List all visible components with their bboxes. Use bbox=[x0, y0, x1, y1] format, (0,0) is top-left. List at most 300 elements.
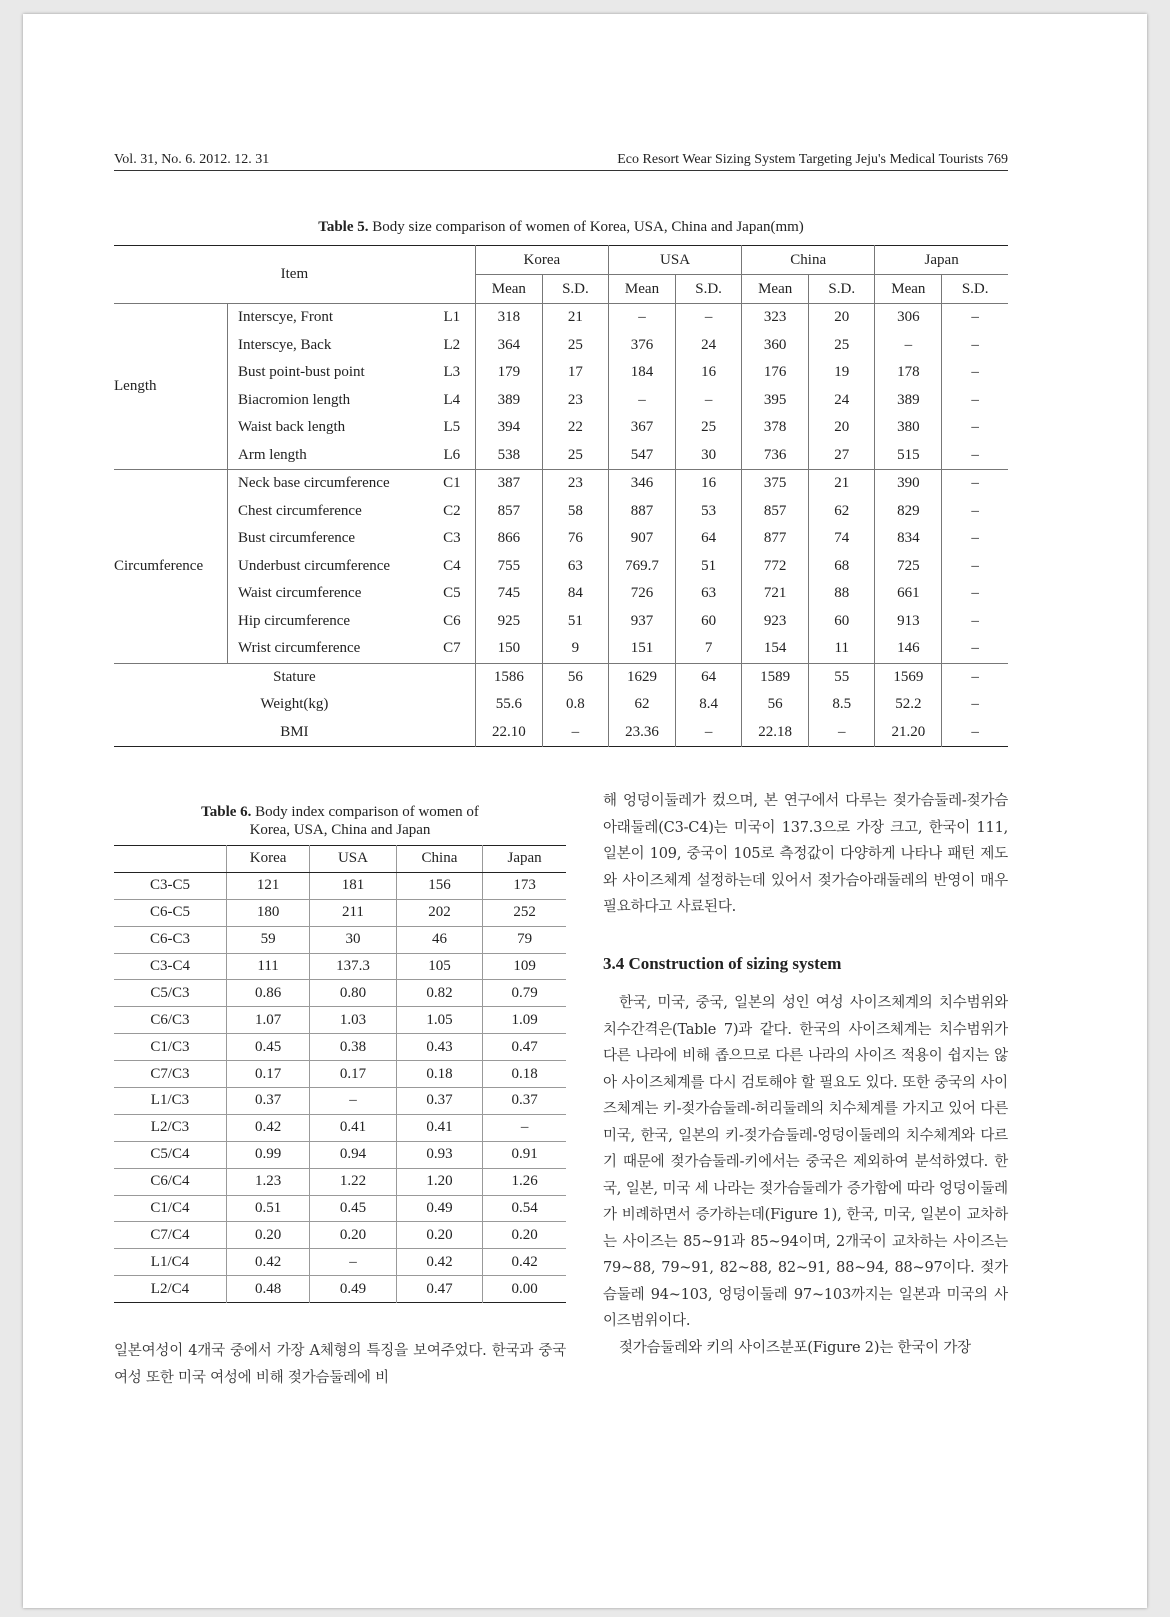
table-cell: 0.37 bbox=[396, 1088, 483, 1115]
table-cell: 0.41 bbox=[310, 1114, 397, 1141]
group-label: Circumference bbox=[114, 470, 228, 664]
table-cell: 1586 bbox=[475, 663, 542, 691]
table-cell: 0.38 bbox=[310, 1034, 397, 1061]
table-cell: 323 bbox=[742, 304, 809, 332]
table-cell: 22.10 bbox=[475, 719, 542, 747]
table-cell: 0.00 bbox=[483, 1276, 566, 1303]
table-cell: 202 bbox=[396, 899, 483, 926]
table-cell: 887 bbox=[608, 498, 675, 526]
table-cell: 154 bbox=[742, 635, 809, 663]
table-cell: 84 bbox=[542, 580, 608, 608]
table-cell: 22.18 bbox=[742, 719, 809, 747]
table-cell: 1.23 bbox=[226, 1168, 309, 1195]
measurement-code: C7 bbox=[443, 640, 461, 657]
table-cell: 58 bbox=[542, 498, 608, 526]
table-cell: 937 bbox=[608, 608, 675, 636]
table-cell: 1629 bbox=[608, 663, 675, 691]
table-cell: 913 bbox=[875, 608, 942, 636]
table-cell: 721 bbox=[742, 580, 809, 608]
table-cell: 156 bbox=[396, 872, 483, 899]
measurement-code: C5 bbox=[443, 585, 461, 602]
table-cell: – bbox=[608, 304, 675, 332]
measurement-code: L2 bbox=[443, 336, 461, 353]
table-cell: 0.42 bbox=[483, 1249, 566, 1276]
left-column-body bbox=[114, 1338, 566, 1391]
table-cell: 1.22 bbox=[310, 1168, 397, 1195]
table6-caption-line2: Korea, USA, China and Japan bbox=[249, 822, 431, 838]
table-cell: 389 bbox=[875, 387, 942, 415]
table-row bbox=[114, 663, 1008, 691]
table-cell: 111 bbox=[226, 953, 309, 980]
table-cell: 0.48 bbox=[226, 1276, 309, 1303]
table-cell: 20 bbox=[809, 304, 875, 332]
table-cell: 923 bbox=[742, 608, 809, 636]
table-cell: – bbox=[875, 332, 942, 360]
table-cell: 180 bbox=[226, 899, 309, 926]
table-cell: 0.20 bbox=[483, 1222, 566, 1249]
table-cell: 17 bbox=[542, 359, 608, 387]
table-cell: 52.2 bbox=[875, 691, 942, 719]
table-cell: 389 bbox=[475, 387, 542, 415]
mean-header: Mean bbox=[742, 275, 809, 304]
table-cell: 0.42 bbox=[226, 1114, 309, 1141]
table-cell: 63 bbox=[676, 580, 742, 608]
table-cell: 0.17 bbox=[226, 1061, 309, 1088]
table-row bbox=[114, 414, 1008, 442]
table-row bbox=[114, 1168, 566, 1195]
table-cell: 1.07 bbox=[226, 1007, 309, 1034]
journal-volume: Vol. 31, No. 6. 2012. 12. 31 bbox=[114, 152, 270, 167]
table-cell: 661 bbox=[875, 580, 942, 608]
measurement-name: Underbust circumference bbox=[228, 553, 429, 581]
table-cell: 736 bbox=[742, 442, 809, 470]
table5-caption-text: Body size comparison of women of Korea, USA, China and Japan(mm) bbox=[368, 219, 804, 235]
country-header: Korea bbox=[475, 246, 608, 275]
table-cell: 0.49 bbox=[310, 1276, 397, 1303]
table-cell: 834 bbox=[875, 525, 942, 553]
table-cell: 0.41 bbox=[396, 1114, 483, 1141]
table-cell: 16 bbox=[676, 470, 742, 498]
table-cell: – bbox=[942, 719, 1008, 747]
table-row bbox=[114, 691, 1008, 719]
table-cell: 9 bbox=[542, 635, 608, 663]
measurement-code: L6 bbox=[443, 446, 461, 463]
table-cell: 1.03 bbox=[310, 1007, 397, 1034]
measurement-name: Waist back length bbox=[228, 414, 429, 442]
table-cell: 0.47 bbox=[483, 1034, 566, 1061]
table-row bbox=[114, 1195, 566, 1222]
table-cell: 19 bbox=[809, 359, 875, 387]
table-cell: 20 bbox=[809, 414, 875, 442]
table-cell: 547 bbox=[608, 442, 675, 470]
country-header: USA bbox=[608, 246, 741, 275]
table-cell: 51 bbox=[676, 553, 742, 581]
table-cell: – bbox=[942, 635, 1008, 663]
table-cell: 109 bbox=[483, 953, 566, 980]
table-row bbox=[114, 470, 1008, 498]
index-label: C6-C3 bbox=[114, 926, 226, 953]
table-cell: 0.8 bbox=[542, 691, 608, 719]
measurement-name: Hip circumference bbox=[228, 608, 429, 636]
measurement-name: Biacromion length bbox=[228, 387, 429, 415]
table-cell: 23 bbox=[542, 470, 608, 498]
table-cell: 211 bbox=[310, 899, 397, 926]
table-cell: – bbox=[676, 719, 742, 747]
mean-header: Mean bbox=[475, 275, 542, 304]
table-cell: 1569 bbox=[875, 663, 942, 691]
column-header: China bbox=[396, 846, 483, 873]
table-cell: 0.45 bbox=[226, 1034, 309, 1061]
table-cell: 60 bbox=[809, 608, 875, 636]
table-cell: 21 bbox=[542, 304, 608, 332]
table-cell: 25 bbox=[542, 332, 608, 360]
table-cell: 8.4 bbox=[676, 691, 742, 719]
index-label: L2/C3 bbox=[114, 1114, 226, 1141]
table-cell: 907 bbox=[608, 525, 675, 553]
table-cell: – bbox=[676, 387, 742, 415]
table-cell: 1.26 bbox=[483, 1168, 566, 1195]
table-cell: 23 bbox=[542, 387, 608, 415]
table-row bbox=[114, 580, 1008, 608]
table-cell: 137.3 bbox=[310, 953, 397, 980]
running-title: Eco Resort Wear Sizing System Targeting Jeju's Medical Tourists 769 bbox=[617, 152, 1008, 167]
table-row bbox=[114, 1276, 566, 1303]
table-cell: 176 bbox=[742, 359, 809, 387]
sd-header: S.D. bbox=[542, 275, 608, 304]
table-cell: 364 bbox=[475, 332, 542, 360]
table-cell: 46 bbox=[396, 926, 483, 953]
table-cell: 0.79 bbox=[483, 980, 566, 1007]
measurement-name: Bust circumference bbox=[228, 525, 429, 553]
table-cell: 866 bbox=[475, 525, 542, 553]
table-cell: 25 bbox=[542, 442, 608, 470]
paragraph-continued: 해 엉덩이둘레가 컸으며, 본 연구에서 다루는 젖가슴둘레-젖가슴아래둘레(C3-C4)는 미국이 137.3으로 가장 크고, 한국이 111, 일본이 109, 중국이 105로 측정값이 다양하게 나타나 패턴 제도와 사이즈체계 설정하는데 있어서 젖가슴아래둘레의 반영이 매우 필요하다고 사료된다. bbox=[603, 793, 1008, 915]
paragraph-size-distribution: 젖가슴둘레와 키의 사이즈분포(Figure 2)는 한국이 가장 bbox=[619, 1339, 971, 1356]
table-cell: 60 bbox=[676, 608, 742, 636]
table-row bbox=[114, 1114, 566, 1141]
index-label: C3-C5 bbox=[114, 872, 226, 899]
table-row bbox=[114, 872, 566, 899]
table-cell: 0.43 bbox=[396, 1034, 483, 1061]
index-label: L1/C4 bbox=[114, 1249, 226, 1276]
table-cell: 387 bbox=[475, 470, 542, 498]
table-cell: 0.99 bbox=[226, 1141, 309, 1168]
table-cell: 376 bbox=[608, 332, 675, 360]
measurement-name: Wrist circumference bbox=[228, 635, 429, 663]
table-row bbox=[114, 553, 1008, 581]
table-cell: 1.09 bbox=[483, 1007, 566, 1034]
table-cell: 30 bbox=[676, 442, 742, 470]
table-cell: 1.05 bbox=[396, 1007, 483, 1034]
table-cell: 7 bbox=[676, 635, 742, 663]
table-cell: 105 bbox=[396, 953, 483, 980]
table-cell: 11 bbox=[809, 635, 875, 663]
index-label: C6-C5 bbox=[114, 899, 226, 926]
table6-caption-line1: Body index comparison of women of bbox=[251, 804, 479, 820]
table-cell: 0.49 bbox=[396, 1195, 483, 1222]
table-cell: 25 bbox=[809, 332, 875, 360]
sd-header: S.D. bbox=[942, 275, 1008, 304]
table-cell: 755 bbox=[475, 553, 542, 581]
table-cell: 0.94 bbox=[310, 1141, 397, 1168]
table-cell: 925 bbox=[475, 608, 542, 636]
table-cell: 0.20 bbox=[226, 1222, 309, 1249]
table-cell: 745 bbox=[475, 580, 542, 608]
table-cell: 306 bbox=[875, 304, 942, 332]
paragraph-left-bottom: 일본여성이 4개국 중에서 가장 A체형의 특징을 보여주었다. 한국과 중국 여성 또한 미국 여성에 비해 젖가슴둘레에 비 bbox=[114, 1343, 566, 1386]
table-row bbox=[114, 1061, 566, 1088]
table-cell: 0.37 bbox=[226, 1088, 309, 1115]
table-cell: 0.42 bbox=[396, 1249, 483, 1276]
table-cell: – bbox=[310, 1249, 397, 1276]
table-cell: – bbox=[942, 470, 1008, 498]
table-cell: 726 bbox=[608, 580, 675, 608]
index-label: L1/C3 bbox=[114, 1088, 226, 1115]
table-cell: 25 bbox=[676, 414, 742, 442]
table-cell: 62 bbox=[608, 691, 675, 719]
table-cell: – bbox=[809, 719, 875, 747]
table-row bbox=[114, 1088, 566, 1115]
table-cell: 725 bbox=[875, 553, 942, 581]
table-cell: 30 bbox=[310, 926, 397, 953]
table-cell: – bbox=[942, 691, 1008, 719]
table-row bbox=[114, 635, 1008, 663]
table-cell: – bbox=[942, 332, 1008, 360]
table-cell: – bbox=[608, 387, 675, 415]
mean-header: Mean bbox=[608, 275, 675, 304]
column-header: Korea bbox=[226, 846, 309, 873]
table-cell: 857 bbox=[742, 498, 809, 526]
table-row bbox=[114, 1222, 566, 1249]
table-cell: 0.93 bbox=[396, 1141, 483, 1168]
table6-caption bbox=[114, 803, 566, 839]
table-cell: 829 bbox=[875, 498, 942, 526]
table-cell: 0.80 bbox=[310, 980, 397, 1007]
country-header: Japan bbox=[875, 246, 1008, 275]
table-cell: 252 bbox=[483, 899, 566, 926]
table-cell: – bbox=[942, 663, 1008, 691]
mean-header: Mean bbox=[875, 275, 942, 304]
table-cell: 173 bbox=[483, 872, 566, 899]
table-cell: 56 bbox=[742, 691, 809, 719]
column-header: Japan bbox=[483, 846, 566, 873]
table-cell: – bbox=[942, 359, 1008, 387]
sd-header: S.D. bbox=[676, 275, 742, 304]
table-row bbox=[114, 498, 1008, 526]
table-cell: – bbox=[942, 442, 1008, 470]
right-column-body bbox=[603, 990, 1008, 1361]
column-header bbox=[114, 846, 226, 873]
table-cell: 877 bbox=[742, 525, 809, 553]
table-cell: 178 bbox=[875, 359, 942, 387]
table-row bbox=[114, 525, 1008, 553]
table-cell: – bbox=[483, 1114, 566, 1141]
table-cell: 0.47 bbox=[396, 1276, 483, 1303]
section-title: 3.4 Construction of sizing system bbox=[603, 954, 842, 973]
index-label: C6/C4 bbox=[114, 1168, 226, 1195]
table-row bbox=[114, 387, 1008, 415]
table-cell: 318 bbox=[475, 304, 542, 332]
item-header: Item bbox=[280, 266, 309, 282]
table-cell: 150 bbox=[475, 635, 542, 663]
table-cell: 1589 bbox=[742, 663, 809, 691]
table-cell: 0.20 bbox=[310, 1222, 397, 1249]
table-cell: – bbox=[542, 719, 608, 747]
measurement-name: Arm length bbox=[228, 442, 429, 470]
table5-label: Table 5. bbox=[318, 219, 369, 235]
table-cell: 24 bbox=[809, 387, 875, 415]
table-cell: – bbox=[310, 1088, 397, 1115]
table-cell: – bbox=[942, 553, 1008, 581]
table-cell: 0.51 bbox=[226, 1195, 309, 1222]
measurement-name: Chest circumference bbox=[228, 498, 429, 526]
table-row bbox=[114, 980, 566, 1007]
table-cell: – bbox=[942, 608, 1008, 636]
measurement-code: L3 bbox=[443, 364, 461, 381]
measurement-name: Interscye, Front bbox=[228, 304, 429, 332]
table-cell: 395 bbox=[742, 387, 809, 415]
table-cell: 0.91 bbox=[483, 1141, 566, 1168]
table-row bbox=[114, 442, 1008, 470]
table-cell: 55 bbox=[809, 663, 875, 691]
country-header: China bbox=[742, 246, 875, 275]
table-cell: 16 bbox=[676, 359, 742, 387]
table-cell: 8.5 bbox=[809, 691, 875, 719]
table6-label: Table 6. bbox=[201, 804, 252, 820]
table-cell: – bbox=[942, 580, 1008, 608]
table-cell: 88 bbox=[809, 580, 875, 608]
table-cell: 24 bbox=[676, 332, 742, 360]
table-cell: 772 bbox=[742, 553, 809, 581]
measurement-code: L4 bbox=[443, 391, 461, 408]
table-row bbox=[114, 1007, 566, 1034]
measurement-name: Waist circumference bbox=[228, 580, 429, 608]
table-cell: – bbox=[942, 414, 1008, 442]
index-label: C5/C4 bbox=[114, 1141, 226, 1168]
measurement-code: L5 bbox=[443, 419, 461, 436]
table-row bbox=[114, 926, 566, 953]
table-cell: 538 bbox=[475, 442, 542, 470]
measurement-code: C4 bbox=[443, 557, 461, 574]
table-cell: 0.18 bbox=[396, 1061, 483, 1088]
index-label: C3-C4 bbox=[114, 953, 226, 980]
table-row bbox=[114, 1141, 566, 1168]
index-label: C5/C3 bbox=[114, 980, 226, 1007]
table6-header-row bbox=[114, 846, 566, 873]
table-cell: – bbox=[942, 525, 1008, 553]
measurement-code: C3 bbox=[443, 530, 461, 547]
group-label: Length bbox=[114, 304, 228, 470]
page-header bbox=[114, 150, 1008, 171]
measurement-code: L1 bbox=[429, 304, 475, 332]
table-cell: 360 bbox=[742, 332, 809, 360]
table-cell: – bbox=[942, 387, 1008, 415]
measurement-name: Bust point-bust point bbox=[228, 359, 429, 387]
table-cell: 0.17 bbox=[310, 1061, 397, 1088]
table-cell: 23.36 bbox=[608, 719, 675, 747]
table-cell: 0.20 bbox=[396, 1222, 483, 1249]
table-cell: 64 bbox=[676, 663, 742, 691]
table-cell: 0.54 bbox=[483, 1195, 566, 1222]
table-cell: 0.45 bbox=[310, 1195, 397, 1222]
table-cell: 0.86 bbox=[226, 980, 309, 1007]
table-cell: 184 bbox=[608, 359, 675, 387]
index-label: C1/C3 bbox=[114, 1034, 226, 1061]
table5 bbox=[114, 245, 1008, 747]
index-label: C1/C4 bbox=[114, 1195, 226, 1222]
index-label: C7/C4 bbox=[114, 1222, 226, 1249]
table-cell: 0.18 bbox=[483, 1061, 566, 1088]
table-cell: 74 bbox=[809, 525, 875, 553]
right-column-para1 bbox=[603, 788, 1008, 921]
table5-caption bbox=[114, 219, 1008, 236]
table-cell: 769.7 bbox=[608, 553, 675, 581]
table-row bbox=[114, 899, 566, 926]
column-header: USA bbox=[310, 846, 397, 873]
table-cell: 21.20 bbox=[875, 719, 942, 747]
table-cell: 55.6 bbox=[475, 691, 542, 719]
table-cell: 56 bbox=[542, 663, 608, 691]
table-row bbox=[114, 332, 1008, 360]
table-cell: 146 bbox=[875, 635, 942, 663]
table-cell: 76 bbox=[542, 525, 608, 553]
table-cell: 27 bbox=[809, 442, 875, 470]
table-cell: 21 bbox=[809, 470, 875, 498]
table-cell: 53 bbox=[676, 498, 742, 526]
table-cell: 394 bbox=[475, 414, 542, 442]
table-row bbox=[114, 719, 1008, 747]
table-row bbox=[114, 1034, 566, 1061]
table-cell: 121 bbox=[226, 872, 309, 899]
measurement-name: Stature bbox=[114, 663, 475, 691]
table-cell: 378 bbox=[742, 414, 809, 442]
table-cell: 0.82 bbox=[396, 980, 483, 1007]
table-cell: 1.20 bbox=[396, 1168, 483, 1195]
table-cell: 68 bbox=[809, 553, 875, 581]
table-cell: 22 bbox=[542, 414, 608, 442]
table-cell: 380 bbox=[875, 414, 942, 442]
table-cell: 151 bbox=[608, 635, 675, 663]
measurement-code: C6 bbox=[443, 612, 461, 629]
measurement-name: Interscye, Back bbox=[228, 332, 429, 360]
table-row bbox=[114, 953, 566, 980]
index-label: C6/C3 bbox=[114, 1007, 226, 1034]
table-row bbox=[114, 304, 1008, 332]
measurement-name: Neck base circumference bbox=[228, 470, 429, 498]
table-cell: 375 bbox=[742, 470, 809, 498]
table-cell: 0.42 bbox=[226, 1249, 309, 1276]
table-cell: 51 bbox=[542, 608, 608, 636]
table-row bbox=[114, 359, 1008, 387]
table-cell: 367 bbox=[608, 414, 675, 442]
table-cell: 346 bbox=[608, 470, 675, 498]
table6 bbox=[114, 845, 566, 1303]
table-cell: 0.37 bbox=[483, 1088, 566, 1115]
measurement-name: Weight(kg) bbox=[260, 696, 329, 713]
table-cell: – bbox=[676, 304, 742, 332]
measurement-code: C1 bbox=[429, 470, 475, 498]
measurement-name: BMI bbox=[280, 723, 309, 740]
paragraph-sizing-system: 한국, 미국, 중국, 일본의 성인 여성 사이즈체계의 치수범위와 치수간격은(Table 7)과 같다. 한국의 사이즈체계는 치수범위가 다른 나라에 비해 좁으므로 다른 나라의 사이즈 적용이 쉽지는 않아 사이즈체계를 다시 검토해야 할 필요도 있다. 또한 중국의 사이즈체계는 키-젖가슴둘레-허리둘레의 치수체계를 가지고 있어 다른 미국, 한국, 일본의 키-젖가슴둘레-엉덩이둘레의 치수체계와 다르기 때문에 젖가슴둘레-키에서는 중국은 제외하여 분석하였다. 한국, 일본, 미국 세 나라는 젖가슴둘레가 증가함에 따라 엉덩이둘레가 비례하면서 증가하는데(Figure 1), 한국, 미국, 일본이 교차하는 사이즈는 85~91과 85~94이며, 2개국이 교차하는 사이즈는 79~88, 79~91, 82~88, 82~91, 88~94, 88~97이다. 젖가슴둘레 94~103, 엉덩이둘레 97~103까지는 일본과 미국의 사이즈범위이다. bbox=[603, 995, 1008, 1329]
table-cell: 390 bbox=[875, 470, 942, 498]
table-cell: 62 bbox=[809, 498, 875, 526]
table-cell: – bbox=[942, 498, 1008, 526]
index-label: L2/C4 bbox=[150, 1280, 190, 1297]
table-cell: 59 bbox=[226, 926, 309, 953]
table-cell: 64 bbox=[676, 525, 742, 553]
measurement-code: C2 bbox=[443, 502, 461, 519]
table-cell: 63 bbox=[542, 553, 608, 581]
